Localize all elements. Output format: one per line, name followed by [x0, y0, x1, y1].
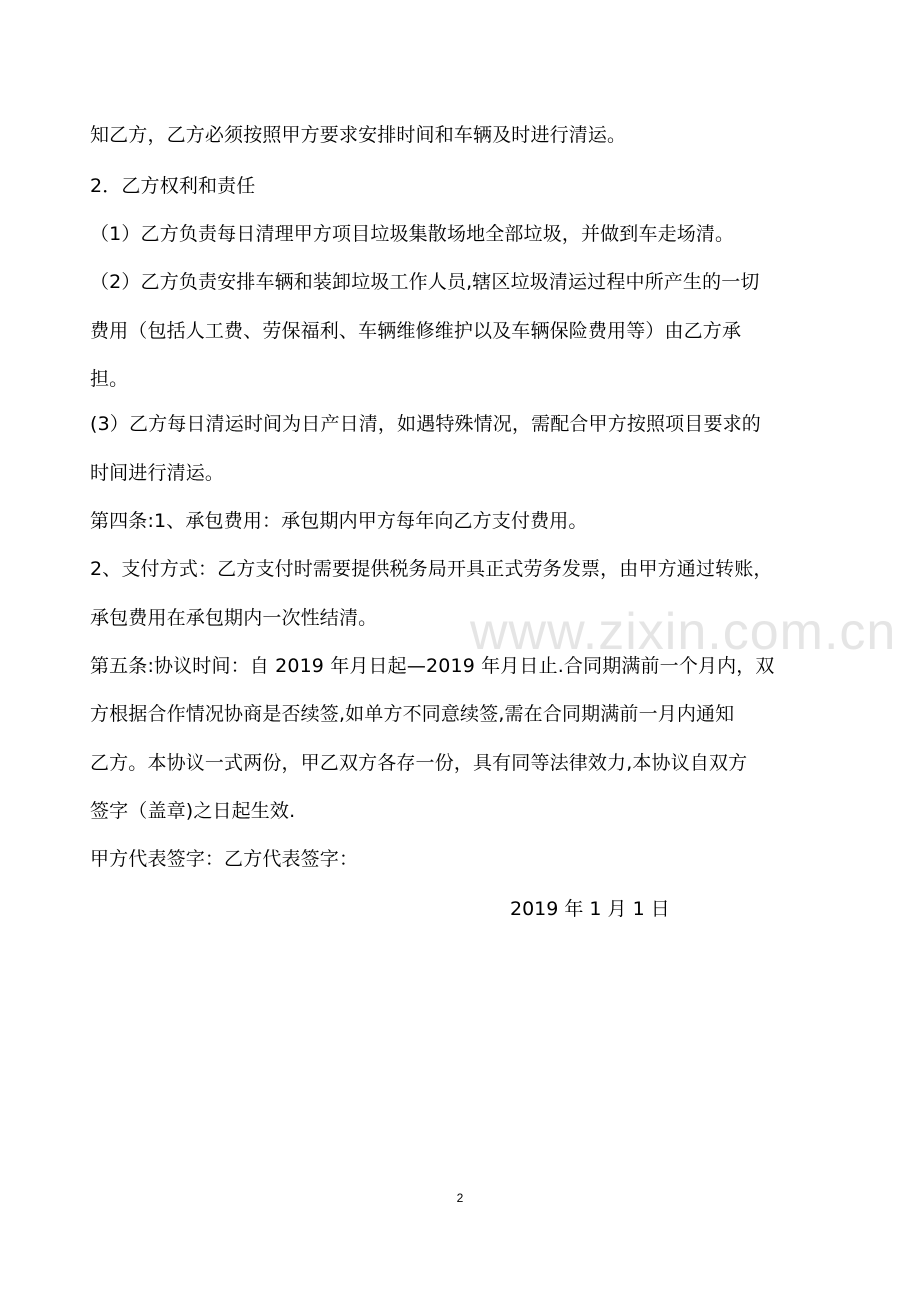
article-four-line: 第四条:1、承包费用：承包期内甲方每年向乙方支付费用。	[90, 510, 588, 532]
paragraph-line: 2、支付方式：乙方支付时需要提供税务局开具正式劳务发票，由甲方通过转账，	[90, 558, 773, 580]
page-number: 2	[456, 1191, 464, 1205]
paragraph-line: 担。	[90, 368, 129, 390]
paragraph-line: 知乙方，乙方必须按照甲方要求安排时间和车辆及时进行清运。	[90, 124, 627, 146]
paragraph-line: (3）乙方每日清运时间为日产日清，如遇特殊情况，需配合甲方按照项目要求的	[90, 413, 761, 435]
watermark-text: www.zixin.com.cn	[470, 603, 897, 661]
signature-line: 甲方代表签字：乙方代表签字：	[90, 848, 359, 870]
paragraph-line: （1）乙方负责每日清理甲方项目垃圾集散场地全部垃圾，并做到车走场清。	[90, 223, 735, 245]
article-five-line: 第五条:协议时间：自 2019 年月日起—2019 年月日止.合同期满前一个月内，双	[90, 655, 775, 677]
paragraph-line: 时间进行清运。	[90, 462, 225, 484]
paragraph-line: 方根据合作情况协商是否续签,如单方不同意续签,需在合同期满前一月内通知	[90, 703, 735, 725]
section-heading: 2．乙方权利和责任	[90, 175, 256, 197]
paragraph-line: 签字（盖章)之日起生效.	[90, 800, 296, 822]
paragraph-line: （2）乙方负责安排车辆和装卸垃圾工作人员,辖区垃圾清运过程中所产生的一切	[90, 271, 760, 293]
paragraph-line: 乙方。本协议一式两份，甲乙双方各存一份，具有同等法律效力,本协议自双方	[90, 752, 748, 774]
signing-date: 2019 年 1 月 1 日	[510, 898, 670, 920]
paragraph-line: 承包费用在承包期内一次性结清。	[90, 607, 378, 629]
paragraph-line: 费用（包括人工费、劳保福利、车辆维修维护以及车辆保险费用等）由乙方承	[90, 320, 742, 342]
